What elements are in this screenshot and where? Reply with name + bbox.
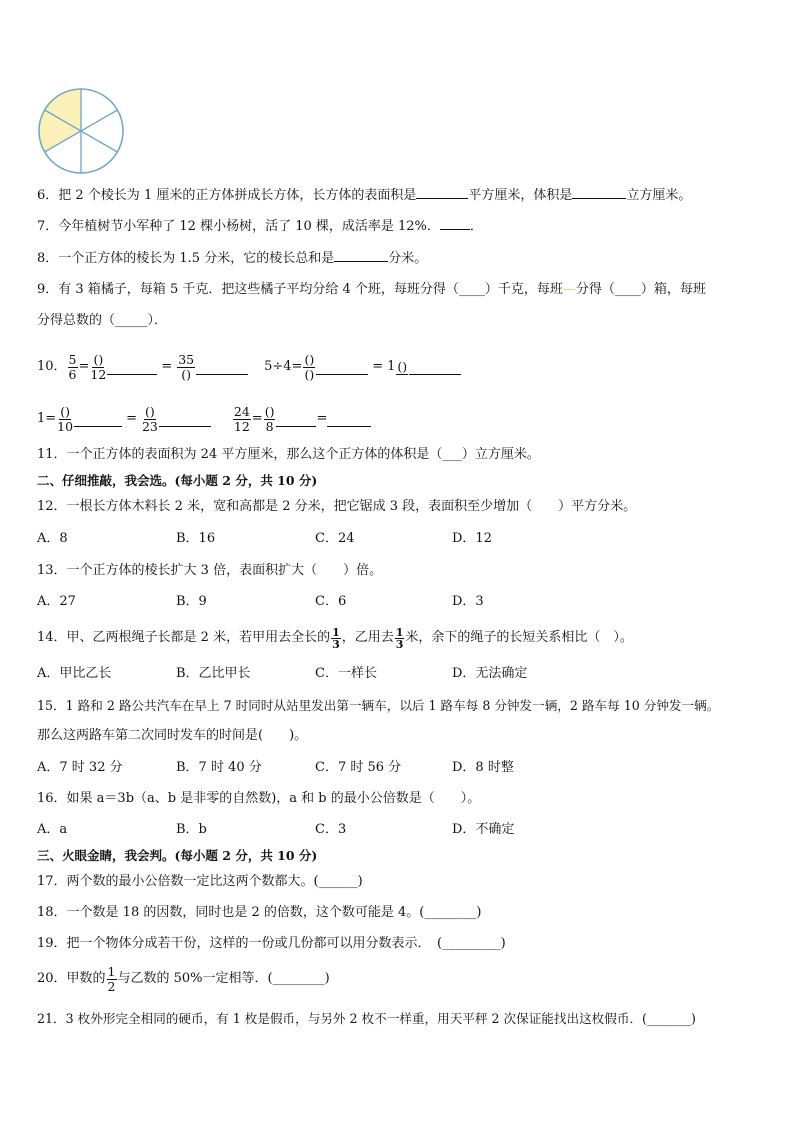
q20-text: 20．甲数的 xyxy=(37,971,106,986)
q13-option-d[interactable]: D．3 xyxy=(452,594,484,609)
q21-text: 21．3 枚外形完全相同的硬币，有 1 枚是假币，与另外 2 枚不一样重，用天平秤 2 次保证能找出这枚假币．(_______) xyxy=(37,1011,696,1026)
q16-option-c[interactable]: C．3 xyxy=(315,822,347,837)
one-equals: 1= xyxy=(37,411,57,426)
q9-text: 9．有 3 箱橘子，每箱 5 千克．把这些橘子平均分给 4 个班，每班分得（____）千克，每班 xyxy=(37,282,563,297)
q9-text-b: 分得（____）箱，每班 xyxy=(575,282,706,297)
q10-answer-line[interactable] xyxy=(327,426,371,427)
q15-option-a[interactable]: A．7 时 32 分 xyxy=(37,760,123,775)
equals-sign: = xyxy=(316,411,328,426)
q16-text: 16．如果 a＝3b（a、b 是非零的自然数)，a 和 b 的最小公倍数是（ ）。 xyxy=(37,791,481,806)
equals-sign: = xyxy=(126,411,137,426)
q16-option-d[interactable]: D．不确定 xyxy=(452,822,515,837)
q7-text-post: ． xyxy=(469,219,483,234)
q12-option-a[interactable]: A．8 xyxy=(37,531,68,546)
fraction-blank-10[interactable]: $\frac{()}{10}$ xyxy=(57,403,74,434)
q7-text: 7．今年植树节小军种了 12 棵小杨树，活了 10 棵，成活率是 12%． xyxy=(37,219,440,234)
question-12 xyxy=(37,498,636,516)
q7-blank[interactable] xyxy=(440,217,470,230)
q10-answer-line[interactable] xyxy=(276,426,316,427)
q14-option-c[interactable]: C．一样长 xyxy=(315,666,377,681)
q14-option-b[interactable]: B．乙比甲长 xyxy=(176,666,251,681)
q13-option-a[interactable]: A．27 xyxy=(37,594,76,609)
fraction-5-6: $\frac{5}{6}$ xyxy=(68,351,77,382)
question-6 xyxy=(37,186,691,205)
q6-blank-volume[interactable] xyxy=(572,186,626,199)
q13-option-c[interactable]: C．6 xyxy=(315,594,347,609)
q6-text-mid: 平方厘米，体积是 xyxy=(468,188,573,203)
fraction-one-half: $\frac{1}{2}$ xyxy=(107,963,116,994)
mixed-number-fraction[interactable]: () xyxy=(397,358,408,374)
question-18 xyxy=(37,904,481,922)
q10-answer-line[interactable] xyxy=(316,374,368,375)
question-16 xyxy=(37,790,480,808)
q6-blank-area[interactable] xyxy=(416,186,468,199)
q19-text: 19．把一个物体分成若干份，这样的一份或几份都可以用分数表示． (_________) xyxy=(37,936,506,951)
q8-text: 8．一个正方体的棱长为 1.5 分米，它的棱长总和是 xyxy=(37,251,335,266)
q12-option-d[interactable]: D．12 xyxy=(452,531,492,546)
q10-answer-line[interactable] xyxy=(107,374,157,375)
q9-text-2: 分得总数的（_____）． xyxy=(37,313,168,328)
q10-answer-line[interactable] xyxy=(159,426,211,427)
q10-label: 10． xyxy=(37,359,67,374)
q12-text: 12．一根长方体木料长 2 米，宽和高都是 2 分米，把它锯成 3 段，表面积至少增加（ ）平方分米。 xyxy=(37,499,637,514)
question-19 xyxy=(37,935,506,953)
question-17 xyxy=(37,873,363,891)
q6-text: 6．把 2 个棱长为 1 厘米的正方体拼成长方体，长方体的表面积是 xyxy=(37,188,417,203)
q11-text: 11．一个正方体的表面积为 24 平方厘米，那么这个正方体的体积是（___）立方厘米。 xyxy=(37,447,540,462)
question-14 xyxy=(37,624,633,652)
q10-answer-line[interactable] xyxy=(409,374,461,375)
q13-option-b[interactable]: B．9 xyxy=(176,594,207,609)
q6-text-post: 立方厘米。 xyxy=(626,188,692,203)
q14-option-a[interactable]: A．甲比乙长 xyxy=(37,666,112,681)
fraction-blank-12[interactable]: $\frac{()}{12}$ xyxy=(90,351,107,382)
q16-option-a[interactable]: A．a xyxy=(37,822,68,837)
section-2-heading: 二、仔细推敲，我会选。(每小题 2 分，共 10 分) xyxy=(37,473,318,488)
fraction-one-third: $\frac{1}{3}$ xyxy=(332,625,340,651)
q14-text-post: 米，余下的绳子的长短关系相比（ ）。 xyxy=(405,630,633,645)
q15-option-c[interactable]: C．7 时 56 分 xyxy=(315,760,402,775)
q15-option-d[interactable]: D．8 时整 xyxy=(452,760,514,775)
question-15-line-1 xyxy=(37,697,719,715)
question-9-line-1 xyxy=(37,281,706,299)
question-11 xyxy=(37,446,540,464)
fraction-one-third: $\frac{1}{3}$ xyxy=(395,625,404,651)
equals-sign: = xyxy=(372,359,384,374)
question-9-line-2 xyxy=(37,312,167,330)
question-7 xyxy=(37,217,483,236)
equals-sign: = xyxy=(251,411,263,426)
q8-blank[interactable] xyxy=(334,249,388,262)
pie-diagram xyxy=(37,87,127,175)
q12-option-b[interactable]: B．16 xyxy=(176,531,216,546)
question-13 xyxy=(37,562,382,580)
equals-sign: = xyxy=(161,359,173,374)
division-expression: 5÷4= xyxy=(264,359,303,374)
q15-text-2: 那么这两路车第二次同时发车的时间是( )。 xyxy=(37,728,308,743)
fraction-blank-23[interactable]: $\frac{()}{23}$ xyxy=(141,403,158,434)
q13-text: 13．一个正方体的棱长扩大 3 倍，表面积扩大（ ）倍。 xyxy=(37,563,383,578)
q15-option-b[interactable]: B．7 时 40 分 xyxy=(176,760,262,775)
fraction-blank-blank[interactable]: $\frac{()}{()}$ xyxy=(304,351,315,382)
fraction-24-12: $\frac{24}{12}$ xyxy=(233,403,250,434)
fraction-blank-8[interactable]: $\frac{()}{8}$ xyxy=(264,403,275,434)
q16-option-b[interactable]: B．b xyxy=(176,822,207,837)
question-8 xyxy=(37,249,427,268)
question-15-line-2 xyxy=(37,727,307,745)
equals-sign: = xyxy=(78,359,90,374)
q18-text: 18．一个数是 18 的因数，同时也是 2 的倍数，这个数可能是 4。(________) xyxy=(37,905,482,920)
q20-text-post: 与乙数的 50%一定相等．(________) xyxy=(117,971,330,986)
section-3-heading: 三、火眼金睛，我会判。(每小题 2 分，共 10 分) xyxy=(37,848,318,863)
q12-option-c[interactable]: C．24 xyxy=(315,531,355,546)
question-10-row-2 xyxy=(37,399,371,439)
fraction-35-blank[interactable]: $\frac{35}{()}$ xyxy=(178,351,195,382)
q14-text-mid: ，乙用去 xyxy=(341,630,394,645)
q14-text: 14．甲、乙两根绳子长都是 2 米，若甲用去全长的 xyxy=(37,630,331,645)
mixed-number-whole: 1 xyxy=(387,359,396,374)
question-10-row-1 xyxy=(37,347,461,387)
q10-answer-line[interactable] xyxy=(74,426,122,427)
q15-text: 15．1 路和 2 路公共汽车在早上 7 时同时从站里发出第一辆车，以后 1 路车每 8 分钟发一辆，2 路车每 10 分钟发一辆。 xyxy=(37,698,720,713)
q10-answer-line[interactable] xyxy=(196,374,248,375)
q14-option-d[interactable]: D．无法确定 xyxy=(452,666,528,681)
question-21 xyxy=(37,1010,696,1028)
q17-text: 17．两个数的最小公倍数一定比这两个数都大。(______) xyxy=(37,874,363,889)
q9-dash: — xyxy=(562,282,576,297)
q8-text-post: 分米。 xyxy=(388,251,428,266)
question-20 xyxy=(37,961,330,997)
